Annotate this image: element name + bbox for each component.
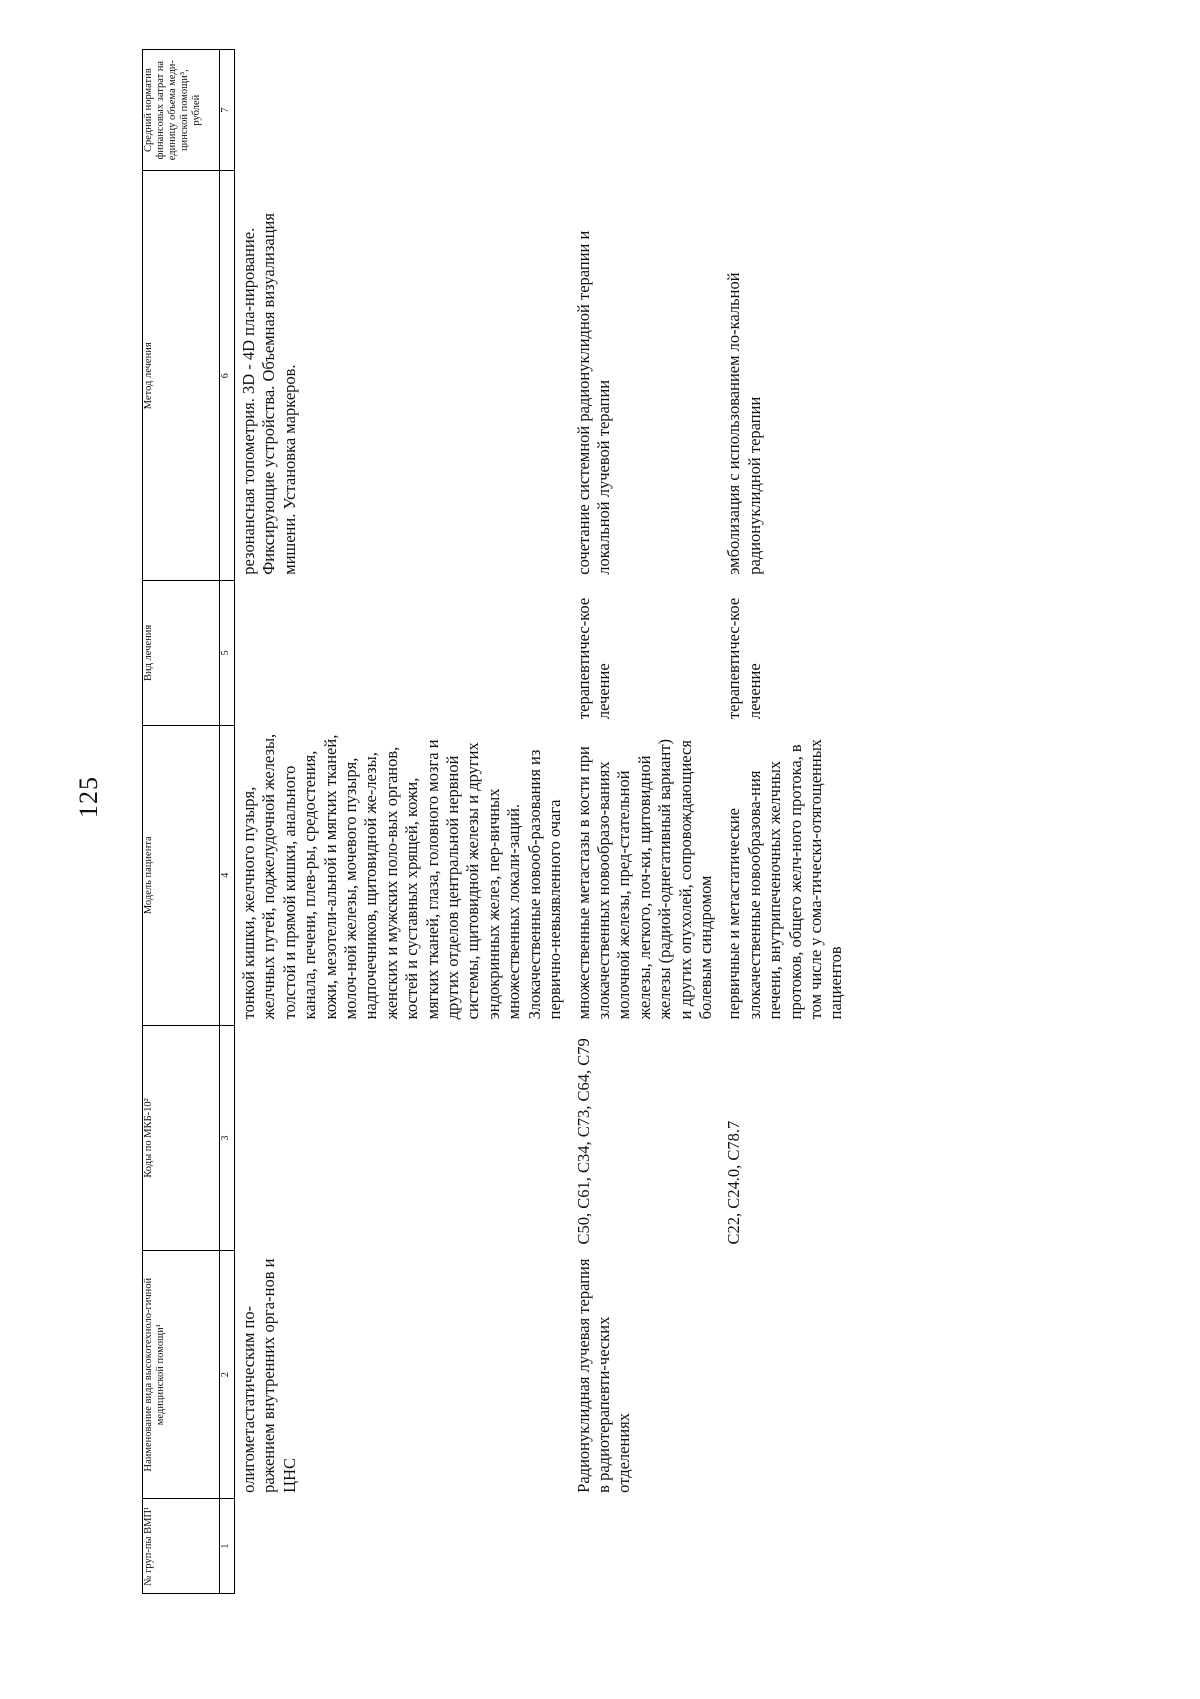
cell-name: олигометастатическим по-ражением внутренних орга-нов и ЦНС — [239, 1258, 299, 1493]
column-number: 6 — [220, 171, 235, 581]
cell-model: первичные и метастатические злокачественные новообразова-ния печени, внутрипеченочных желчных протоков, общего желч-ного протока, в том числе у сома-тически-отягощенных пациентов — [724, 738, 846, 1020]
header-care-type-name: Наименование вида высокотехноло-гичной медицинской помощи¹ — [143, 1251, 220, 1499]
header-icd-codes: Коды по МКБ-10² — [143, 1025, 220, 1250]
column-number: 7 — [220, 50, 235, 171]
cell-treatment-type: терапевтичес-кое лечение — [724, 597, 764, 720]
header-patient-model: Модель пациента — [143, 725, 220, 1025]
cell-method: резонансная топометрия. 3D - 4D пла-нирование. Фиксирующие устройства. Объемная визуализация мишени. Установка маркеров. — [239, 213, 299, 575]
cell-group — [566, 1499, 717, 1594]
cell-treatment-type: терапевтичес-кое лечение — [573, 597, 613, 720]
column-number: 4 — [220, 725, 235, 1025]
cell-name: Радионуклидная лучевая терапия в радиотерапевти-ческих отделениях — [573, 1258, 634, 1493]
cell-cost — [716, 50, 846, 171]
cell-method: сочетание системной радионуклидной терапии и локальной лучевой терапии — [573, 230, 613, 575]
column-number: 3 — [220, 1025, 235, 1250]
table-row — [566, 50, 717, 1594]
table-row — [235, 50, 566, 1594]
medical-care-table — [142, 49, 847, 1594]
cell-codes: C50, C61, C34, C73, C64, C79 — [573, 1038, 593, 1245]
cell-method: эмболизация с использованием ло-кальной радионуклидной терапии — [724, 272, 764, 575]
cell-model: множественные метастазы в кости при злокачественных новообразо-ваниях молочной железы, пред-стательной железы, легкого, поч-ки, щитовидной железы (радиой-однегативный вариант) и других опухолей, сопровождающиеся болевым синдромом — [573, 738, 715, 1020]
table-header-row — [143, 50, 220, 1594]
column-number: 2 — [220, 1251, 235, 1499]
page-number: 125 — [74, 776, 103, 818]
column-number: 1 — [220, 1499, 235, 1594]
header-treatment-type: Вид лечения — [143, 581, 220, 725]
header-group-number: № груп-пы ВМП¹ — [143, 1499, 220, 1594]
cell-codes — [235, 1025, 566, 1250]
cell-group — [235, 1499, 566, 1594]
cell-cost — [566, 50, 717, 171]
table-row — [716, 50, 846, 1594]
header-treatment-method: Метод лечения — [143, 171, 220, 581]
header-average-cost: Средний норматив финансовых затрат на единицу объема меди-цинской помощи³, рублей — [143, 50, 220, 171]
cell-model: тонкой кишки, желчного пузыря, желчных путей, поджелудочной железы, толстой и прямой кишки, анального канала, печени, плев-ры, средостения, кожи, мезотели-альной и мягких тканей, молоч-ной железы, мочевого пузыря, надпочечников, щитовидной же-лезы, женских и мужских поло-вых органов, костей и суставных хрящей, кожи, мягких тканей, глаза, головного мозга и других отделов центральной нервной системы, щитовидной железы и других эндокринных желез, пер-вичных множественных локали-заций. Злокачественные новооб-разования из первично-невыявленного очага — [239, 733, 565, 1020]
column-number-row — [220, 50, 235, 1594]
cell-treatment-type — [235, 581, 566, 725]
cell-codes: C22, C24.0, C78.7 — [724, 1120, 744, 1245]
column-number: 5 — [220, 581, 235, 725]
cell-name — [716, 1251, 846, 1499]
cell-cost — [235, 50, 566, 171]
table-container — [142, 49, 1140, 1594]
cell-group — [716, 1499, 846, 1594]
